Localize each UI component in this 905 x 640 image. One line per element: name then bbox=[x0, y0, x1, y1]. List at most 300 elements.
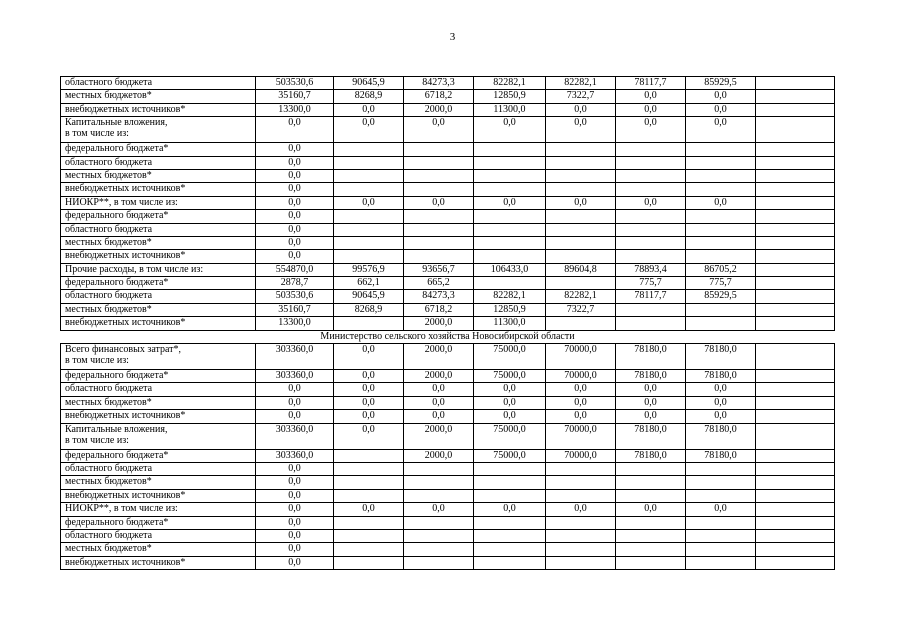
value-cell: 0,0 bbox=[334, 196, 404, 209]
page-number: 3 bbox=[449, 31, 456, 43]
value-cell: 0,0 bbox=[546, 383, 616, 396]
value-cell bbox=[756, 277, 835, 290]
value-cell: 0,0 bbox=[546, 503, 616, 516]
value-cell bbox=[546, 143, 616, 156]
table-row bbox=[61, 489, 835, 502]
row-label: внебюджетных источников* bbox=[61, 250, 256, 263]
value-cell bbox=[546, 489, 616, 502]
value-cell: 78180,0 bbox=[616, 370, 686, 383]
value-cell: 0,0 bbox=[256, 383, 334, 396]
table-body-bottom bbox=[61, 344, 835, 570]
value-cell: 2000,0 bbox=[404, 449, 474, 462]
value-cell bbox=[756, 383, 835, 396]
table-row bbox=[61, 250, 835, 263]
table-row bbox=[61, 317, 835, 330]
value-cell bbox=[546, 156, 616, 169]
value-cell bbox=[756, 449, 835, 462]
row-label: областного бюджета bbox=[61, 462, 256, 475]
value-cell bbox=[546, 236, 616, 249]
value-cell bbox=[616, 303, 686, 316]
value-cell: 2000,0 bbox=[404, 370, 474, 383]
value-cell: 13300,0 bbox=[256, 103, 334, 116]
value-cell bbox=[686, 169, 756, 182]
table-row bbox=[61, 169, 835, 182]
value-cell: 78117,7 bbox=[616, 77, 686, 90]
table-row bbox=[61, 263, 835, 276]
value-cell bbox=[474, 462, 546, 475]
table-row bbox=[61, 143, 835, 156]
table-row bbox=[61, 410, 835, 423]
row-label: Прочие расходы, в том числе из: bbox=[61, 263, 256, 276]
value-cell: 82282,1 bbox=[474, 290, 546, 303]
value-cell: 2000,0 bbox=[404, 423, 474, 449]
value-cell bbox=[686, 543, 756, 556]
value-cell bbox=[546, 529, 616, 542]
value-cell bbox=[616, 250, 686, 263]
row-label: Всего финансовых затрат*, в том числе из: bbox=[61, 344, 256, 370]
value-cell bbox=[334, 489, 404, 502]
row-label: местных бюджетов* bbox=[61, 169, 256, 182]
value-cell bbox=[546, 210, 616, 223]
value-cell: 0,0 bbox=[686, 503, 756, 516]
value-cell bbox=[756, 183, 835, 196]
value-cell bbox=[616, 462, 686, 475]
value-cell: 0,0 bbox=[474, 117, 546, 143]
value-cell: 554870,0 bbox=[256, 263, 334, 276]
value-cell bbox=[686, 210, 756, 223]
value-cell bbox=[404, 223, 474, 236]
table-row bbox=[61, 503, 835, 516]
row-label: областного бюджета bbox=[61, 156, 256, 169]
value-cell: 0,0 bbox=[334, 410, 404, 423]
value-cell: 78180,0 bbox=[616, 423, 686, 449]
value-cell bbox=[546, 556, 616, 569]
value-cell: 0,0 bbox=[256, 156, 334, 169]
value-cell: 0,0 bbox=[404, 383, 474, 396]
value-cell: 303360,0 bbox=[256, 344, 334, 370]
table-row bbox=[61, 90, 835, 103]
row-label: Капитальные вложения, в том числе из: bbox=[61, 117, 256, 143]
value-cell: 775,7 bbox=[686, 277, 756, 290]
row-label: областного бюджета bbox=[61, 383, 256, 396]
value-cell: 303360,0 bbox=[256, 449, 334, 462]
value-cell bbox=[334, 317, 404, 330]
value-cell: 0,0 bbox=[686, 396, 756, 409]
value-cell: 0,0 bbox=[404, 396, 474, 409]
value-cell: 78180,0 bbox=[616, 344, 686, 370]
value-cell bbox=[546, 250, 616, 263]
value-cell bbox=[616, 169, 686, 182]
value-cell: 0,0 bbox=[546, 410, 616, 423]
row-label: местных бюджетов* bbox=[61, 303, 256, 316]
value-cell bbox=[334, 143, 404, 156]
value-cell bbox=[546, 277, 616, 290]
budget-table bbox=[60, 76, 835, 570]
row-label: местных бюджетов* bbox=[61, 90, 256, 103]
value-cell: 0,0 bbox=[334, 370, 404, 383]
value-cell bbox=[756, 556, 835, 569]
row-label: областного бюджета bbox=[61, 529, 256, 542]
value-cell: 0,0 bbox=[474, 503, 546, 516]
value-cell bbox=[756, 196, 835, 209]
value-cell bbox=[756, 156, 835, 169]
value-cell: 93656,7 bbox=[404, 263, 474, 276]
table-row bbox=[61, 277, 835, 290]
value-cell: 84273,3 bbox=[404, 77, 474, 90]
value-cell bbox=[474, 223, 546, 236]
value-cell: 0,0 bbox=[546, 196, 616, 209]
value-cell: 82282,1 bbox=[546, 77, 616, 90]
table-row bbox=[61, 303, 835, 316]
value-cell: 0,0 bbox=[546, 117, 616, 143]
table-row bbox=[61, 396, 835, 409]
value-cell: 0,0 bbox=[686, 410, 756, 423]
table-row bbox=[61, 556, 835, 569]
value-cell: 0,0 bbox=[616, 117, 686, 143]
value-cell: 0,0 bbox=[616, 503, 686, 516]
value-cell: 0,0 bbox=[616, 383, 686, 396]
value-cell: 0,0 bbox=[404, 410, 474, 423]
value-cell: 75000,0 bbox=[474, 449, 546, 462]
value-cell bbox=[474, 516, 546, 529]
value-cell bbox=[546, 223, 616, 236]
value-cell: 0,0 bbox=[256, 543, 334, 556]
value-cell bbox=[686, 476, 756, 489]
value-cell: 89604,8 bbox=[546, 263, 616, 276]
value-cell bbox=[756, 210, 835, 223]
value-cell bbox=[334, 543, 404, 556]
value-cell: 11300,0 bbox=[474, 317, 546, 330]
value-cell: 0,0 bbox=[256, 117, 334, 143]
value-cell: 0,0 bbox=[616, 103, 686, 116]
value-cell: 6718,2 bbox=[404, 303, 474, 316]
value-cell: 84273,3 bbox=[404, 290, 474, 303]
value-cell: 70000,0 bbox=[546, 423, 616, 449]
value-cell bbox=[756, 223, 835, 236]
row-label: федерального бюджета* bbox=[61, 370, 256, 383]
value-cell bbox=[756, 462, 835, 475]
value-cell: 78180,0 bbox=[686, 449, 756, 462]
value-cell: 0,0 bbox=[546, 396, 616, 409]
value-cell bbox=[756, 370, 835, 383]
value-cell: 0,0 bbox=[334, 423, 404, 449]
value-cell: 7322,7 bbox=[546, 90, 616, 103]
value-cell bbox=[756, 77, 835, 90]
value-cell: 0,0 bbox=[616, 410, 686, 423]
value-cell bbox=[546, 317, 616, 330]
value-cell: 90645,9 bbox=[334, 77, 404, 90]
row-label: НИОКР**, в том числе из: bbox=[61, 503, 256, 516]
value-cell bbox=[474, 476, 546, 489]
value-cell: 0,0 bbox=[256, 476, 334, 489]
value-cell: 35160,7 bbox=[256, 90, 334, 103]
value-cell: 0,0 bbox=[334, 383, 404, 396]
value-cell: 0,0 bbox=[404, 503, 474, 516]
value-cell bbox=[756, 263, 835, 276]
value-cell: 2878,7 bbox=[256, 277, 334, 290]
section-title: Министерство сельского хозяйства Новосибирской области bbox=[61, 330, 835, 343]
value-cell bbox=[334, 462, 404, 475]
value-cell bbox=[546, 183, 616, 196]
value-cell: 7322,7 bbox=[546, 303, 616, 316]
value-cell bbox=[616, 156, 686, 169]
value-cell: 0,0 bbox=[256, 503, 334, 516]
value-cell: 78117,7 bbox=[616, 290, 686, 303]
value-cell bbox=[404, 210, 474, 223]
value-cell bbox=[334, 156, 404, 169]
value-cell bbox=[686, 462, 756, 475]
value-cell: 0,0 bbox=[334, 117, 404, 143]
value-cell bbox=[756, 344, 835, 370]
table-row bbox=[61, 196, 835, 209]
value-cell: 106433,0 bbox=[474, 263, 546, 276]
value-cell bbox=[686, 183, 756, 196]
row-label: внебюджетных источников* bbox=[61, 410, 256, 423]
value-cell bbox=[686, 143, 756, 156]
table-row bbox=[61, 543, 835, 556]
value-cell bbox=[616, 183, 686, 196]
table-row bbox=[61, 370, 835, 383]
value-cell bbox=[474, 556, 546, 569]
value-cell: 0,0 bbox=[256, 236, 334, 249]
value-cell bbox=[756, 303, 835, 316]
value-cell bbox=[334, 236, 404, 249]
value-cell: 99576,9 bbox=[334, 263, 404, 276]
value-cell bbox=[756, 516, 835, 529]
value-cell: 0,0 bbox=[474, 196, 546, 209]
table-row bbox=[61, 529, 835, 542]
value-cell bbox=[404, 556, 474, 569]
value-cell: 82282,1 bbox=[474, 77, 546, 90]
value-cell: 0,0 bbox=[256, 169, 334, 182]
row-label: областного бюджета bbox=[61, 223, 256, 236]
value-cell bbox=[474, 543, 546, 556]
table-row bbox=[61, 383, 835, 396]
value-cell bbox=[404, 250, 474, 263]
value-cell bbox=[756, 117, 835, 143]
value-cell: 0,0 bbox=[334, 503, 404, 516]
value-cell: 303360,0 bbox=[256, 423, 334, 449]
value-cell: 6718,2 bbox=[404, 90, 474, 103]
value-cell: 12850,9 bbox=[474, 303, 546, 316]
value-cell bbox=[404, 462, 474, 475]
value-cell bbox=[756, 169, 835, 182]
value-cell: 303360,0 bbox=[256, 370, 334, 383]
value-cell bbox=[616, 143, 686, 156]
value-cell bbox=[546, 169, 616, 182]
value-cell: 0,0 bbox=[256, 143, 334, 156]
row-label: внебюджетных источников* bbox=[61, 556, 256, 569]
value-cell: 70000,0 bbox=[546, 370, 616, 383]
value-cell: 0,0 bbox=[334, 396, 404, 409]
value-cell bbox=[756, 317, 835, 330]
row-label: местных бюджетов* bbox=[61, 396, 256, 409]
row-label: федерального бюджета* bbox=[61, 277, 256, 290]
value-cell: 70000,0 bbox=[546, 449, 616, 462]
value-cell: 775,7 bbox=[616, 277, 686, 290]
value-cell bbox=[404, 543, 474, 556]
value-cell bbox=[334, 210, 404, 223]
value-cell bbox=[334, 449, 404, 462]
value-cell bbox=[616, 210, 686, 223]
table-row bbox=[61, 236, 835, 249]
value-cell bbox=[616, 489, 686, 502]
value-cell: 0,0 bbox=[256, 223, 334, 236]
value-cell: 78180,0 bbox=[686, 370, 756, 383]
section-header-group bbox=[61, 330, 835, 343]
value-cell bbox=[474, 277, 546, 290]
value-cell bbox=[334, 169, 404, 182]
value-cell bbox=[616, 317, 686, 330]
value-cell bbox=[546, 543, 616, 556]
value-cell bbox=[756, 543, 835, 556]
value-cell: 0,0 bbox=[256, 183, 334, 196]
value-cell: 82282,1 bbox=[546, 290, 616, 303]
value-cell bbox=[686, 250, 756, 263]
value-cell: 0,0 bbox=[686, 196, 756, 209]
value-cell bbox=[404, 516, 474, 529]
value-cell bbox=[686, 556, 756, 569]
value-cell: 0,0 bbox=[616, 396, 686, 409]
row-label: местных бюджетов* bbox=[61, 236, 256, 249]
table-row bbox=[61, 344, 835, 370]
value-cell: 85929,5 bbox=[686, 290, 756, 303]
table-row bbox=[61, 117, 835, 143]
value-cell: 78180,0 bbox=[686, 423, 756, 449]
row-label: внебюджетных источников* bbox=[61, 317, 256, 330]
table-row bbox=[61, 476, 835, 489]
value-cell: 0,0 bbox=[256, 250, 334, 263]
value-cell: 0,0 bbox=[256, 556, 334, 569]
value-cell: 0,0 bbox=[474, 396, 546, 409]
value-cell: 0,0 bbox=[404, 117, 474, 143]
value-cell bbox=[616, 476, 686, 489]
value-cell bbox=[474, 529, 546, 542]
value-cell: 665,2 bbox=[404, 277, 474, 290]
table-row bbox=[61, 462, 835, 475]
row-label: местных бюджетов* bbox=[61, 543, 256, 556]
value-cell: 75000,0 bbox=[474, 423, 546, 449]
value-cell bbox=[686, 529, 756, 542]
value-cell bbox=[404, 169, 474, 182]
value-cell bbox=[474, 143, 546, 156]
value-cell bbox=[686, 317, 756, 330]
value-cell bbox=[616, 556, 686, 569]
value-cell: 75000,0 bbox=[474, 344, 546, 370]
value-cell: 2000,0 bbox=[404, 344, 474, 370]
table-row bbox=[61, 77, 835, 90]
value-cell bbox=[686, 223, 756, 236]
value-cell: 11300,0 bbox=[474, 103, 546, 116]
value-cell bbox=[334, 529, 404, 542]
value-cell bbox=[756, 236, 835, 249]
value-cell bbox=[404, 236, 474, 249]
value-cell: 90645,9 bbox=[334, 290, 404, 303]
value-cell bbox=[686, 156, 756, 169]
value-cell bbox=[404, 476, 474, 489]
value-cell: 0,0 bbox=[686, 117, 756, 143]
value-cell: 70000,0 bbox=[546, 344, 616, 370]
value-cell: 0,0 bbox=[256, 489, 334, 502]
value-cell bbox=[756, 103, 835, 116]
value-cell: 78893,4 bbox=[616, 263, 686, 276]
value-cell: 0,0 bbox=[256, 196, 334, 209]
value-cell: 2000,0 bbox=[404, 103, 474, 116]
value-cell: 2000,0 bbox=[404, 317, 474, 330]
value-cell: 0,0 bbox=[256, 516, 334, 529]
table-row bbox=[61, 290, 835, 303]
value-cell bbox=[756, 143, 835, 156]
table-row bbox=[61, 210, 835, 223]
value-cell bbox=[756, 290, 835, 303]
value-cell bbox=[686, 236, 756, 249]
value-cell bbox=[334, 556, 404, 569]
value-cell: 0,0 bbox=[474, 410, 546, 423]
value-cell: 35160,7 bbox=[256, 303, 334, 316]
value-cell bbox=[616, 529, 686, 542]
value-cell bbox=[686, 489, 756, 502]
row-label: федерального бюджета* bbox=[61, 516, 256, 529]
value-cell: 0,0 bbox=[256, 410, 334, 423]
value-cell bbox=[686, 303, 756, 316]
value-cell bbox=[334, 250, 404, 263]
value-cell: 0,0 bbox=[686, 383, 756, 396]
value-cell bbox=[404, 529, 474, 542]
value-cell: 503530,6 bbox=[256, 77, 334, 90]
value-cell bbox=[756, 90, 835, 103]
value-cell bbox=[474, 236, 546, 249]
value-cell bbox=[334, 516, 404, 529]
row-label: областного бюджета bbox=[61, 290, 256, 303]
value-cell: 0,0 bbox=[256, 210, 334, 223]
value-cell bbox=[616, 543, 686, 556]
table-row bbox=[61, 156, 835, 169]
value-cell bbox=[404, 143, 474, 156]
value-cell bbox=[334, 183, 404, 196]
value-cell: 8268,9 bbox=[334, 303, 404, 316]
value-cell: 13300,0 bbox=[256, 317, 334, 330]
value-cell: 78180,0 bbox=[616, 449, 686, 462]
value-cell: 0,0 bbox=[334, 344, 404, 370]
table-row bbox=[61, 103, 835, 116]
value-cell: 0,0 bbox=[334, 103, 404, 116]
value-cell bbox=[756, 503, 835, 516]
value-cell bbox=[474, 156, 546, 169]
value-cell bbox=[756, 489, 835, 502]
section-header-row bbox=[61, 330, 835, 343]
value-cell: 503530,6 bbox=[256, 290, 334, 303]
table-body-top bbox=[61, 77, 835, 331]
value-cell: 0,0 bbox=[616, 196, 686, 209]
value-cell: 0,0 bbox=[404, 196, 474, 209]
value-cell bbox=[616, 516, 686, 529]
value-cell bbox=[404, 489, 474, 502]
table-row bbox=[61, 449, 835, 462]
value-cell: 78180,0 bbox=[686, 344, 756, 370]
value-cell: 85929,5 bbox=[686, 77, 756, 90]
row-label: внебюджетных источников* bbox=[61, 489, 256, 502]
value-cell: 0,0 bbox=[256, 462, 334, 475]
value-cell bbox=[546, 476, 616, 489]
value-cell bbox=[474, 250, 546, 263]
value-cell bbox=[404, 183, 474, 196]
value-cell bbox=[756, 410, 835, 423]
row-label: федерального бюджета* bbox=[61, 449, 256, 462]
value-cell: 8268,9 bbox=[334, 90, 404, 103]
row-label: Капитальные вложения, в том числе из: bbox=[61, 423, 256, 449]
value-cell bbox=[474, 169, 546, 182]
row-label: местных бюджетов* bbox=[61, 476, 256, 489]
